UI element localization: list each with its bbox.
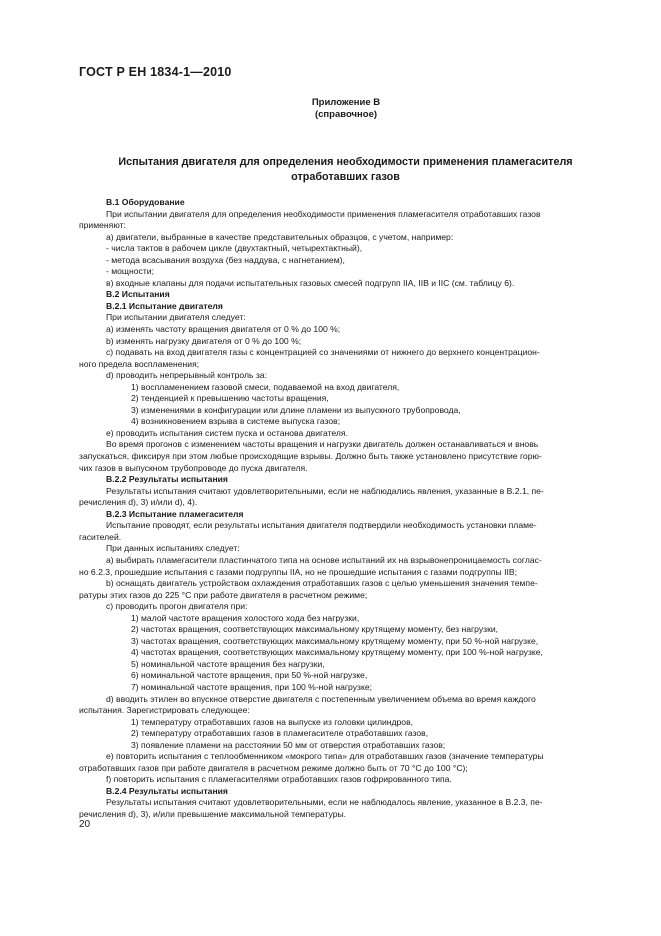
text-line: 3) появление пламени на расстоянии 50 мм от отверстия отработавших газов; (131, 739, 446, 750)
section-heading: В.1 Оборудование (106, 197, 185, 207)
text-line: 2) тенденцией к превышению частоты вращения, (131, 393, 329, 404)
text-line: отработавших газов при работе двигателя в расчетном режиме должно быть от 70 °С до 100 °С); (79, 762, 468, 773)
title-line: отработавших газов (291, 170, 400, 183)
text-line: с) проводить прогон двигателя при: (106, 601, 248, 612)
text-line: применяют: (79, 220, 126, 231)
text-line: ного предела воспламенения; (79, 358, 200, 369)
text-line: но 6.2.3, прошедшие испытания с газами подгруппы IIА, но не прошедшие испытания с газами подгруппы IIВ; (79, 566, 517, 577)
annex-heading (300, 97, 392, 121)
text-line: При испытании двигателя следует: (106, 312, 246, 323)
text-line: 2) температуру отработавших газов в пламегасителе отработавших газов, (131, 728, 429, 739)
annex-main-title (90, 155, 601, 184)
text-line: 5) номинальной частоте вращения без нагрузки, (131, 658, 325, 669)
text-line: а) выбирать пламегасители пластинчатого типа на основе испытаний их на взрывонепроницаемость соглас- (106, 554, 542, 565)
text-line: речисления d), 3), и/или превышение максимальной температуры. (79, 808, 347, 819)
text-line: чих газов в выпускном трубопроводе до пуска двигателя. (79, 462, 308, 473)
text-line: Результаты испытания считают удовлетворительными, если не наблюдались явления, указанные в В.2.1, пе- (106, 485, 544, 496)
text-line: е) проводить испытания систем пуска и останова двигателя. (106, 427, 348, 438)
text-line: - метода всасывания воздуха (без наддува, с нагнетанием), (106, 254, 345, 265)
text-line: 6) номинальной частоте вращения, при 50 %-ной нагрузке, (131, 670, 368, 681)
section-heading: В.2.4 Результаты испытания (106, 785, 228, 796)
title-line: Испытания двигателя для определения необходимости применения пламегасителя (118, 156, 573, 168)
text-line: При испытании двигателя для определения необходимости применения пламегасителя отработавших газов (106, 208, 541, 219)
text-line: - мощности; (106, 266, 154, 277)
text-line: ратуры этих газов до 225 °С при работе двигателя в расчетном режиме; (79, 589, 368, 600)
text-line: 4) возникновением взрыва в системе выпуска газов; (131, 416, 341, 427)
text-line: Результаты испытания считают удовлетворительными, если не наблюдалось явление, указанное в В.2.3, пе- (106, 797, 543, 808)
text-line: b) изменять нагрузку двигателя от 0 % до 100 %; (106, 335, 302, 346)
section-heading: В.2.1 Испытание двигателя (106, 300, 223, 311)
text-line: d) проводить непрерывный контроль за: (106, 370, 267, 381)
text-line: гасителей. (79, 531, 122, 542)
text-line: испытания. Зарегистрировать следующее: (79, 705, 250, 716)
text-line: Испытание проводят, если результаты испытания двигателя подтвердили необходимость установки пламе- (106, 520, 537, 531)
text-line: 1) малой частоте вращения холостого хода без нагрузки, (131, 612, 360, 623)
text-line: запускаться, фиксируя при этом любые происходящие взрывы. Должно быть также установлено присутствие горю- (79, 451, 542, 462)
text-line: е) повторить испытания с теплообменником «мокрого типа» для отработавших газов (значение температуры (106, 751, 544, 762)
text-line: 3) частотах вращения, соответствующих максимальному крутящему моменту, при 50 %-ной нагрузке, (131, 635, 539, 646)
annex-subtitle: (справочное) (314, 109, 378, 120)
page-number: 20 (79, 819, 91, 830)
text-line: а) двигатели, выбранные в качестве представительных образцов, с учетом, например: (106, 231, 454, 242)
text-line: 1) температуру отработавших газов на выпуске из головки цилиндров, (131, 716, 414, 727)
text-line: 2) частотах вращения, соответствующих максимальному крутящему моменту, без нагрузки, (131, 624, 499, 635)
text-line: b) оснащать двигатель устройством охлаждения отработавших газов с целью уменьшения значения темпе- (106, 578, 538, 589)
annex-title: Приложение В (311, 97, 381, 108)
document-header: ГОСТ Р ЕН 1834-1—2010 (79, 65, 232, 79)
body-text (79, 197, 585, 821)
text-line: 3) изменениями в конфигурации или длине пламени из выпускного трубопровода, (131, 404, 461, 415)
text-line: 7) номинальной частоте вращения, при 100 %-ной нагрузке; (131, 681, 373, 692)
section-heading: В.2.2 Результаты испытания (106, 474, 228, 485)
text-line: Во время прогонов с изменением частоты вращения и нагрузки двигатель должен останавливаться и вновь (106, 439, 539, 450)
section-heading: В.2 Испытания (106, 289, 170, 300)
text-line: - числа тактов в рабочем цикле (двухтактный, четырехтактный), (106, 243, 363, 254)
text-line: 1) воспламенением газовой смеси, подаваемой на вход двигателя, (131, 381, 400, 392)
text-line: а) изменять частоту вращения двигателя от 0 % до 100 %; (106, 324, 341, 335)
text-line: в) входные клапаны для подачи испытательных газовых смесей подгрупп IIА, IIВ и IIС (см. таблицу 6). (106, 277, 515, 288)
text-line: При данных испытаниях следует: (106, 543, 240, 554)
text-line: f) повторить испытания с пламегасителями отработавших газов гофрированного типа. (106, 774, 452, 785)
text-line: с) подавать на вход двигателя газы с концентрацией со значениями от нижнего до верхнего концентрацион- (106, 347, 540, 358)
text-line: d) вводить этилен во впускное отверстие двигателя с постепенным увеличением объема во время каждого (106, 693, 536, 704)
text-line: 4) частотах вращения, соответствующих максимальному крутящему моменту, при 100 %-ной нагрузке, (131, 647, 543, 658)
section-heading: В.2.3 Испытание пламегасителя (106, 508, 244, 519)
text-line: речисления d), 3) и/или d), 4). (79, 497, 198, 508)
